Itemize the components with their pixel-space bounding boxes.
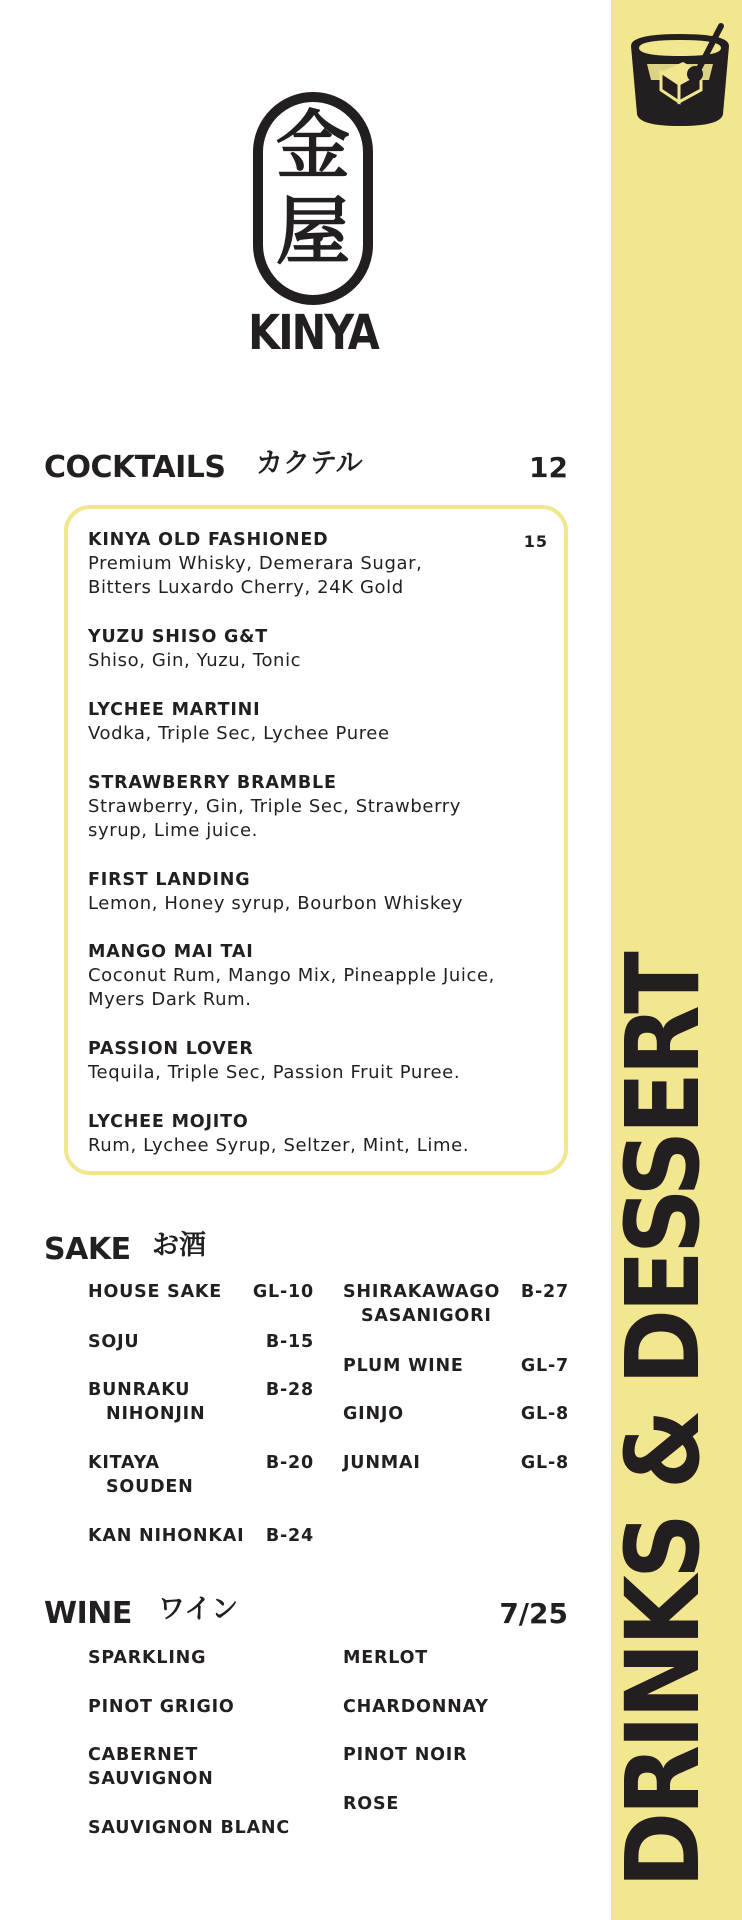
sake-item <box>343 1354 569 1378</box>
cocktail-item <box>88 771 558 843</box>
wine-item <box>88 1646 328 1670</box>
logo-glyph-gold: 金 <box>276 103 350 189</box>
cocktail-name: LYCHEE MARTINI <box>88 700 261 720</box>
wine-name: SAUVIGNON <box>88 1769 214 1789</box>
sake-name: KITAYA <box>88 1453 160 1473</box>
wine-item <box>343 1743 569 1767</box>
cocktail-item <box>88 1110 558 1158</box>
cocktail-name: YUZU SHISO G&T <box>88 627 268 647</box>
sake-name: PLUM WINE <box>343 1356 464 1376</box>
sake-item <box>88 1280 314 1304</box>
sake-price: B-20 <box>265 1453 314 1473</box>
sake-title-jp: お酒 <box>152 1230 206 1261</box>
cocktail-desc: Shiso, Gin, Yuzu, Tonic <box>88 650 302 671</box>
sake-header <box>44 1228 568 1272</box>
cocktail-item <box>88 940 558 1012</box>
sake-price: GL-8 <box>520 1453 569 1473</box>
sake-item <box>88 1378 314 1426</box>
cocktail-item <box>88 625 558 673</box>
cocktails-title-jp: カクテル <box>256 448 363 479</box>
cocktail-desc: Lemon, Honey syrup, Bourbon Whiskey <box>88 893 464 914</box>
cocktail-item <box>88 1037 558 1085</box>
sake-item <box>343 1280 569 1328</box>
sidebar-title: DRINKS & DESSERT <box>604 955 723 1888</box>
cocktail-desc: Bitters Luxardo Cherry, 24K Gold <box>88 577 404 598</box>
sake-price: B-24 <box>265 1526 314 1546</box>
wine-name: PINOT GRIGIO <box>88 1697 235 1717</box>
cocktail-desc: Tequila, Triple Sec, Passion Fruit Puree. <box>88 1062 461 1083</box>
wine-name: ROSE <box>343 1794 400 1814</box>
wine-item <box>343 1695 569 1719</box>
sake-item <box>88 1524 314 1548</box>
wine-item <box>88 1816 328 1840</box>
sake-name: GINJO <box>343 1404 404 1424</box>
sake-item <box>343 1451 569 1475</box>
cocktail-name: STRAWBERRY BRAMBLE <box>88 773 337 793</box>
sake-item <box>88 1451 314 1499</box>
cocktail-desc: syrup, Lime juice. <box>88 820 258 841</box>
sake-price: B-27 <box>520 1282 569 1302</box>
wine-name: SPARKLING <box>88 1648 207 1668</box>
cocktail-desc: Coconut Rum, Mango Mix, Pineapple Juice, <box>88 965 495 986</box>
cocktail-name: PASSION LOVER <box>88 1039 254 1059</box>
wine-name: PINOT NOIR <box>343 1745 468 1765</box>
wine-title-jp: ワイン <box>158 1594 239 1625</box>
wine-title: WINE <box>44 1596 132 1631</box>
cocktail-item <box>88 528 558 600</box>
sake-name: JUNMAI <box>343 1453 421 1473</box>
cocktail-glass-icon <box>625 18 735 130</box>
wine-item <box>88 1743 328 1791</box>
sake-name: SASANIGORI <box>361 1306 492 1326</box>
sake-name: BUNRAKU <box>88 1380 191 1400</box>
cocktails-price: 12 <box>529 451 568 484</box>
wine-header <box>44 1592 568 1636</box>
sake-item <box>343 1402 569 1426</box>
cocktails-header <box>44 446 568 490</box>
cocktail-desc: Myers Dark Rum. <box>88 989 252 1010</box>
cocktail-item <box>88 698 558 746</box>
cocktail-name: LYCHEE MOJITO <box>88 1112 249 1132</box>
cocktail-price: 15 <box>523 532 548 551</box>
cocktail-name: FIRST LANDING <box>88 870 251 890</box>
sake-name: SOJU <box>88 1332 140 1352</box>
wine-item <box>343 1646 569 1670</box>
sake-name: HOUSE SAKE <box>88 1282 223 1302</box>
cocktail-name: MANGO MAI TAI <box>88 942 254 962</box>
sake-name: SOUDEN <box>106 1477 194 1497</box>
logo-wordmark: KINYA <box>248 303 378 361</box>
sake-price: GL-7 <box>520 1356 569 1376</box>
cocktail-item <box>88 868 558 916</box>
kinya-logo <box>248 92 378 362</box>
wine-name: MERLOT <box>343 1648 428 1668</box>
sake-price: B-28 <box>265 1380 314 1400</box>
logo-glyph-house: 屋 <box>276 189 350 275</box>
cocktail-desc: Strawberry, Gin, Triple Sec, Strawberry <box>88 796 462 817</box>
sake-name: SHIRAKAWAGO <box>343 1282 501 1302</box>
cocktail-name: KINYA OLD FASHIONED <box>88 530 329 550</box>
wine-price: 7/25 <box>499 1597 568 1630</box>
sake-title: SAKE <box>44 1232 131 1267</box>
sake-price: GL-10 <box>252 1282 314 1302</box>
wine-item <box>343 1792 569 1816</box>
sake-name: KAN NIHONKAI <box>88 1526 245 1546</box>
cocktail-desc: Vodka, Triple Sec, Lychee Puree <box>88 723 390 744</box>
cocktails-title: COCKTAILS <box>44 450 226 485</box>
cocktail-desc: Rum, Lychee Syrup, Seltzer, Mint, Lime. <box>88 1135 470 1156</box>
sake-price: GL-8 <box>520 1404 569 1424</box>
cocktail-desc: Premium Whisky, Demerara Sugar, <box>88 553 423 574</box>
sake-item <box>88 1330 314 1354</box>
sake-price: B-15 <box>265 1332 314 1352</box>
wine-name: SAUVIGNON BLANC <box>88 1818 291 1838</box>
wine-item <box>88 1695 328 1719</box>
wine-name: CABERNET <box>88 1745 199 1765</box>
sake-name: NIHONJIN <box>106 1404 206 1424</box>
wine-name: CHARDONNAY <box>343 1697 489 1717</box>
